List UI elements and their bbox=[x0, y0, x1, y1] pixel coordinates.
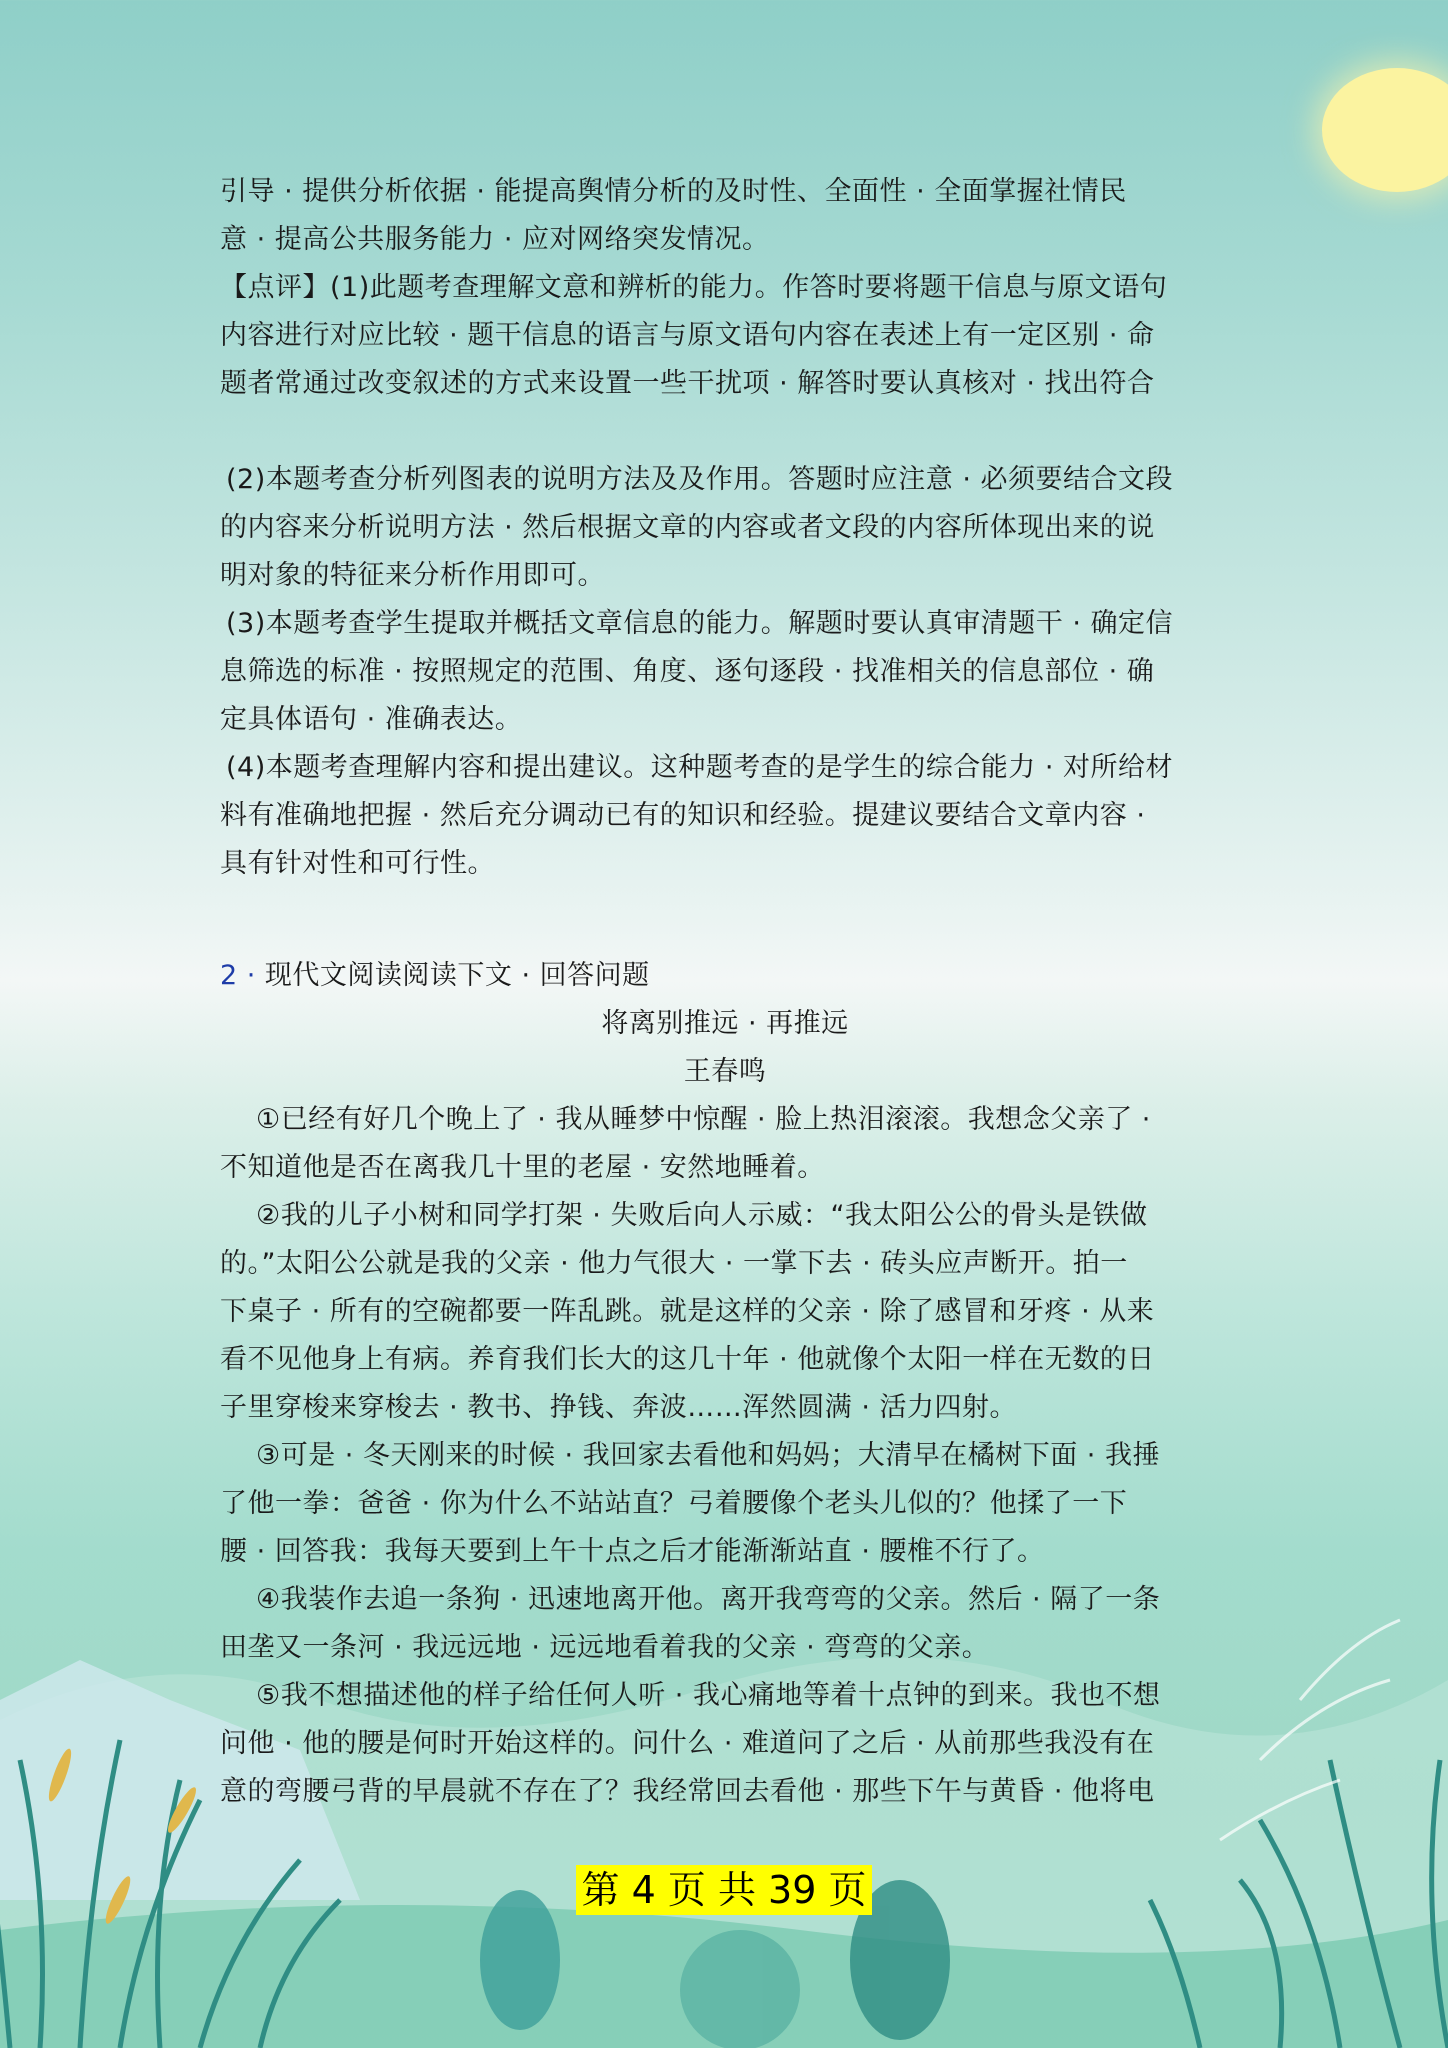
text-line: 息筛选的标准 · 按照规定的范围、角度、逐句逐段 · 找准相关的信息部位 · 确 bbox=[220, 656, 1155, 687]
comment-first-line bbox=[220, 264, 1230, 312]
spacer bbox=[220, 408, 1230, 456]
paragraph-line: 了他一拳：爸爸 · 你为什么不站站直？弓着腰像个老头儿似的？他揉了一下 bbox=[220, 1488, 1128, 1519]
article-author: 王春鸣 bbox=[683, 1056, 767, 1087]
document-body bbox=[220, 168, 1230, 1816]
paragraph-line: ⑤我不想描述他的样子给任何人听 · 我心痛地等着十点钟的到来。我也不想 bbox=[256, 1680, 1161, 1711]
paragraph-line: ④我装作去追一条狗 · 迅速地离开他。离开我弯弯的父亲。然后 · 隔了一条 bbox=[256, 1584, 1161, 1615]
text-line: 题者常通过改变叙述的方式来设置一些干扰项 · 解答时要认真核对 · 找出符合 bbox=[220, 368, 1155, 399]
text-line: (3)本题考查学生提取并概括文章信息的能力。解题时要认真审清题干 · 确定信 bbox=[226, 608, 1173, 639]
paragraph-line: 意的弯腰弓背的早晨就不存在了？我经常回去看他 · 那些下午与黄昏 · 他将电 bbox=[220, 1776, 1155, 1807]
paragraph-line: 腰 · 回答我：我每天要到上午十点之后才能渐渐站直 · 腰椎不行了。 bbox=[220, 1536, 1045, 1567]
text-line: 的内容来分析说明方法 · 然后根据文章的内容或者文段的内容所体现出来的说 bbox=[220, 512, 1155, 543]
text-line: 料有准确地把握 · 然后充分调动已有的知识和经验。提建议要结合文章内容 · bbox=[220, 800, 1146, 831]
question-heading-text: 现代文阅读阅读下文 · 回答问题 bbox=[255, 960, 650, 991]
paragraph-line: 的。”太阳公公就是我的父亲 · 他力气很大 · 一掌下去 · 砖头应声断开。拍一 bbox=[220, 1248, 1128, 1279]
question-heading bbox=[220, 952, 1230, 1000]
page-footer bbox=[0, 1865, 1448, 1915]
paragraph-line: ②我的儿子小树和同学打架 · 失败后向人示威：“我太阳公公的骨头是铁做 bbox=[256, 1200, 1148, 1231]
comment-text: (1)此题考查理解文意和辨析的能力。作答时要将题干信息与原文语句 bbox=[330, 272, 1168, 303]
spacer bbox=[220, 888, 1230, 952]
text-line: 定具体语句 · 准确表达。 bbox=[220, 704, 523, 735]
paragraph-line: ③可是 · 冬天刚来的时候 · 我回家去看他和妈妈；大清早在橘树下面 · 我捶 bbox=[256, 1440, 1160, 1471]
comment-label: 【点评】 bbox=[220, 272, 330, 303]
paragraph-line: ①已经有好几个晚上了 · 我从睡梦中惊醒 · 脸上热泪滚滚。我想念父亲了 · bbox=[256, 1104, 1151, 1135]
paragraph-line: 问他 · 他的腰是何时开始这样的。问什么 · 难道问了之后 · 从前那些我没有在 bbox=[220, 1728, 1155, 1759]
paragraph-line: 看不见他身上有病。养育我们长大的这几十年 · 他就像个太阳一样在无数的日 bbox=[220, 1344, 1155, 1375]
text-line: (4)本题考查理解内容和提出建议。这种题考查的是学生的综合能力 · 对所给材 bbox=[226, 752, 1173, 783]
text-line: 意 · 提高公共服务能力 · 应对网络突发情况。 bbox=[220, 224, 770, 255]
paragraph-line: 下桌子 · 所有的空碗都要一阵乱跳。就是这样的父亲 · 除了感冒和牙疼 · 从来 bbox=[220, 1296, 1155, 1327]
text-line: 内容进行对应比较 · 题干信息的语言与原文语句内容在表述上有一定区别 · 命 bbox=[220, 320, 1155, 351]
text-line: 明对象的特征来分析作用即可。 bbox=[220, 560, 605, 591]
article-title: 将离别推远 · 再推远 bbox=[601, 1008, 849, 1039]
text-line: 具有针对性和可行性。 bbox=[220, 848, 495, 879]
paragraph-line: 田垄又一条河 · 我远远地 · 远远地看着我的父亲 · 弯弯的父亲。 bbox=[220, 1632, 990, 1663]
paragraph-line: 不知道他是否在离我几十里的老屋 · 安然地睡着。 bbox=[220, 1152, 825, 1183]
paragraph-line: 子里穿梭来穿梭去 · 教书、挣钱、奔波……浑然圆满 · 活力四射。 bbox=[220, 1392, 1017, 1423]
question-number: 2 · bbox=[220, 960, 256, 991]
text-line: 引导 · 提供分析依据 · 能提高舆情分析的及时性、全面性 · 全面掌握社情民 bbox=[220, 176, 1127, 207]
text-line: (2)本题考查分析列图表的说明方法及及作用。答题时应注意 · 必须要结合文段 bbox=[226, 464, 1173, 495]
page-number-label: 第 4 页 共 39 页 bbox=[576, 1865, 873, 1915]
